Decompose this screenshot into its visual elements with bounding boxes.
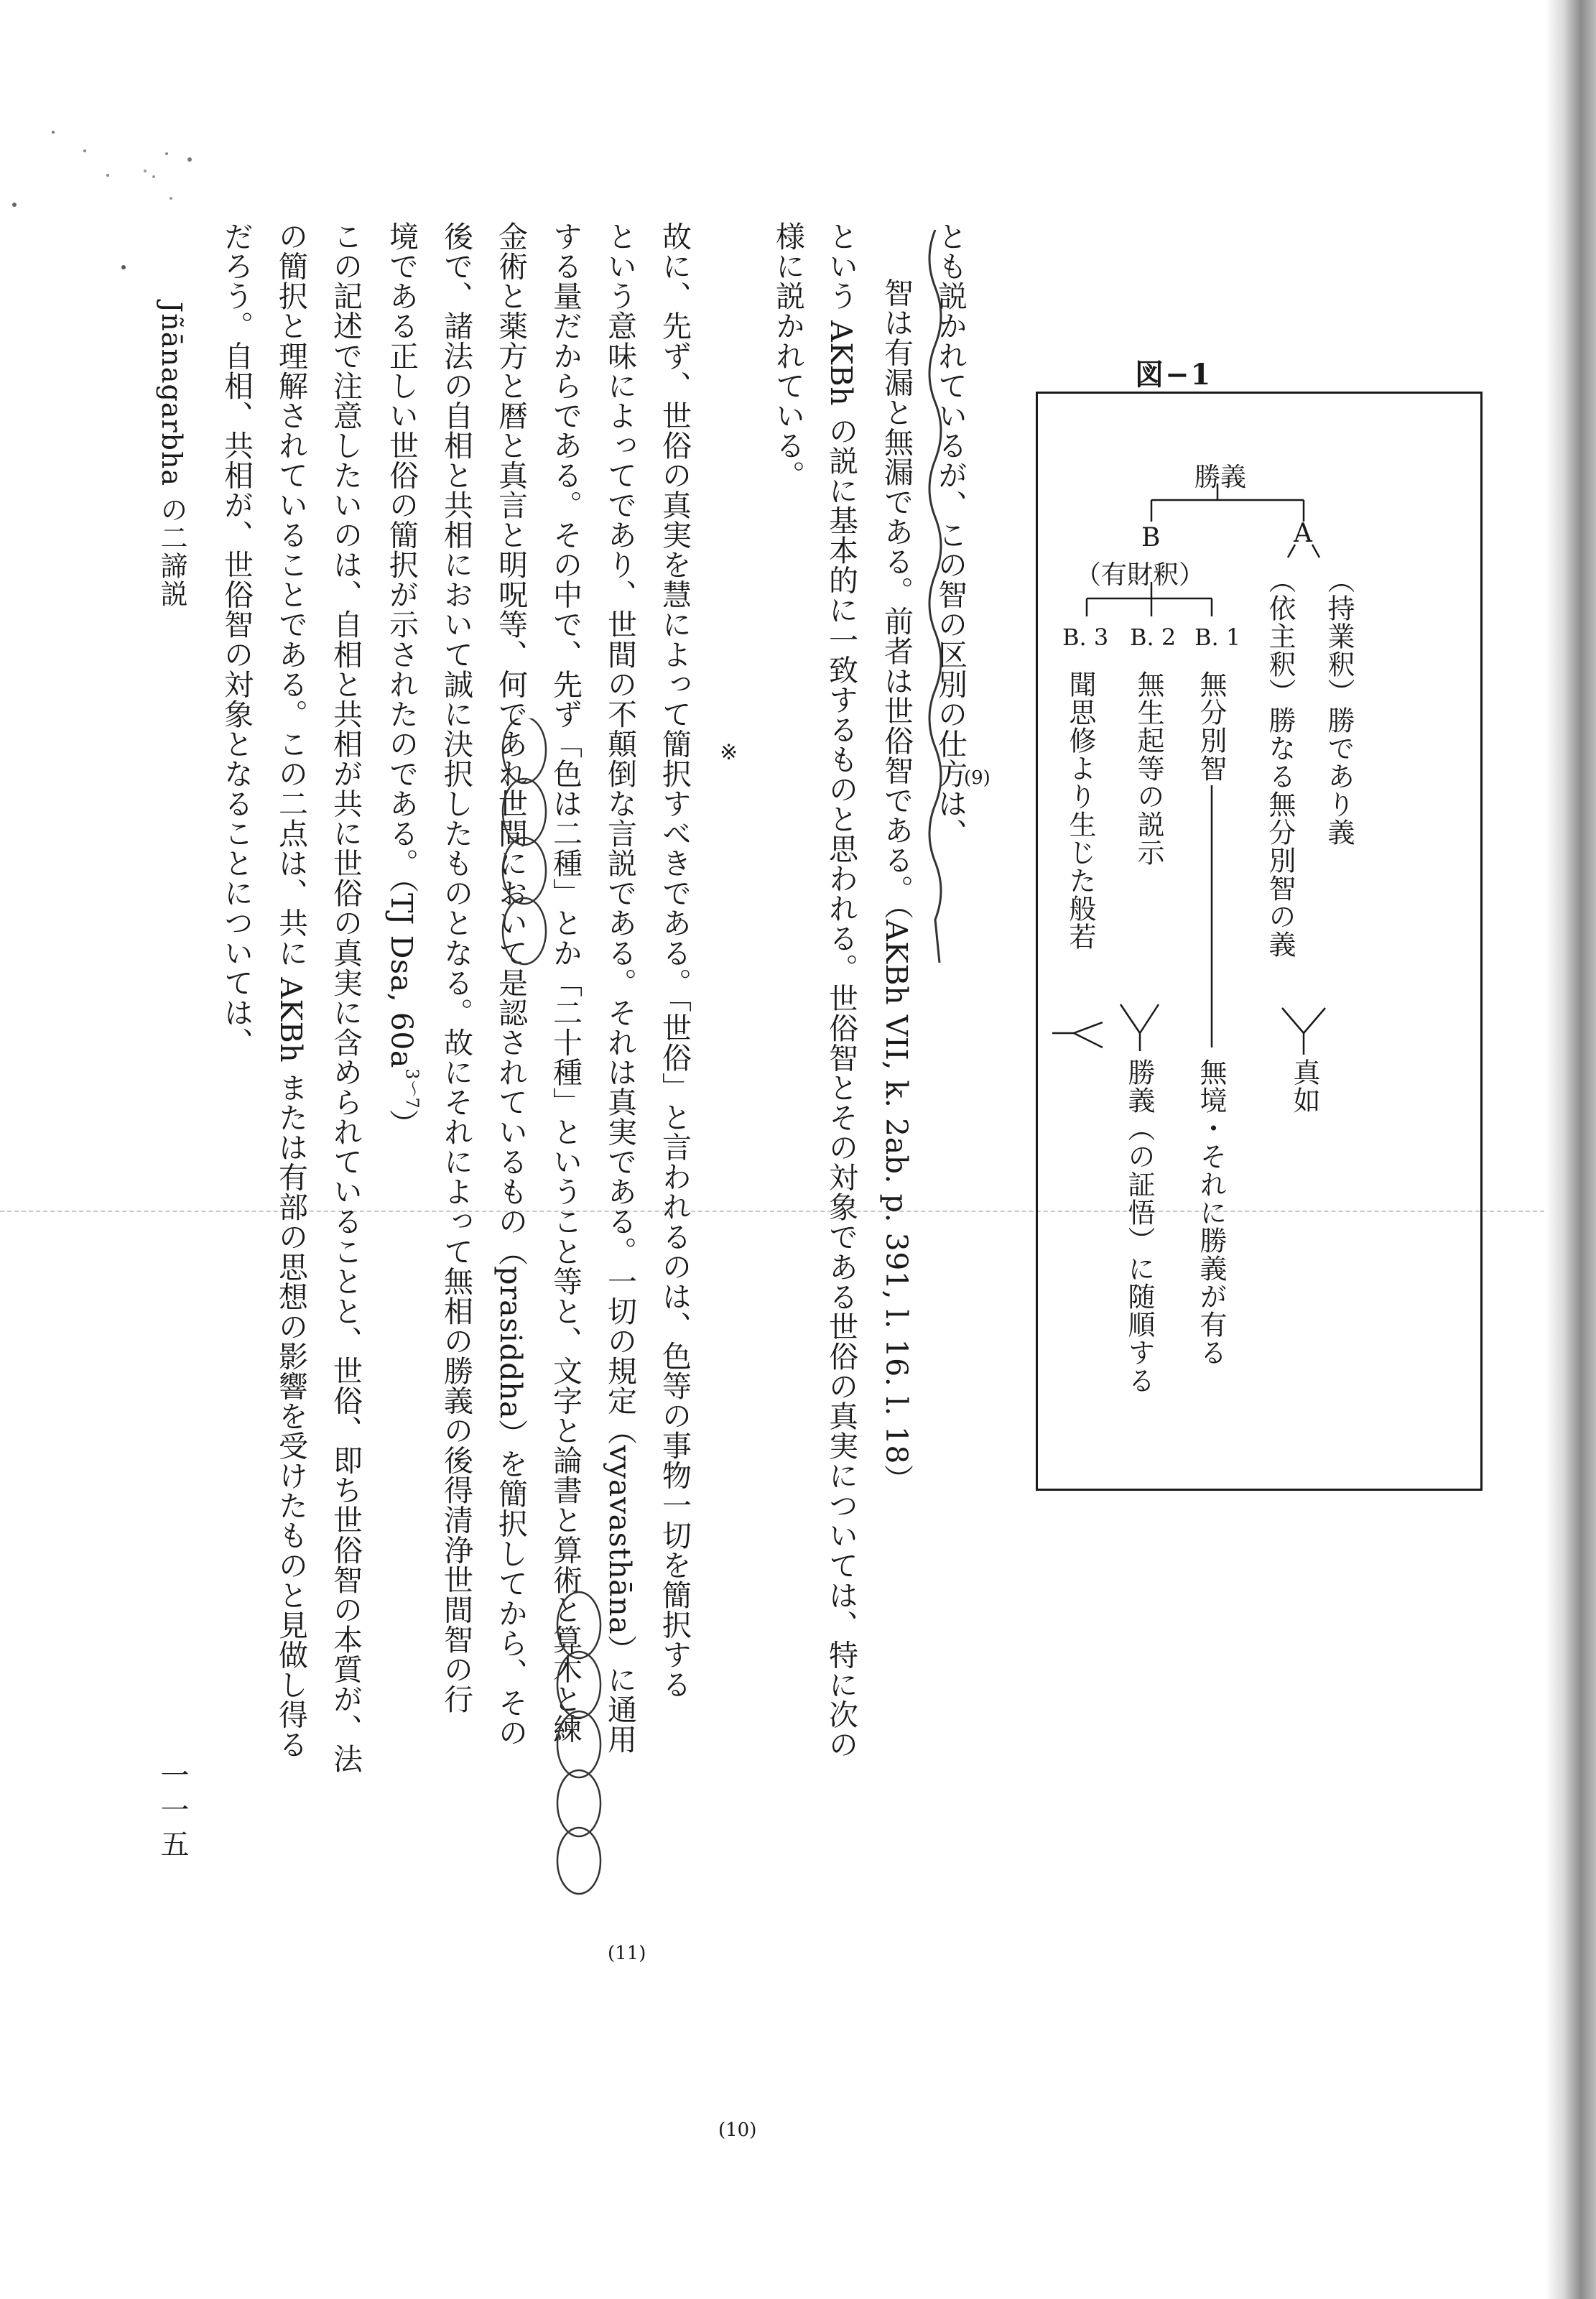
scan-edge-shadow (1546, 0, 1596, 2299)
figure-b3-text: 聞思修より生じた般若 (1064, 670, 1096, 950)
figure-root-label: 勝義 (1194, 463, 1247, 492)
figure-box (1036, 392, 1483, 1491)
figure-b1-result: 無境・それに勝義が有る (1195, 1058, 1227, 1366)
body-line-2: という AKBh の説に基本的に一致するものと思われる。世俗智とその対象である世俗の真実については、特に次の (824, 221, 858, 1759)
figure-a-result: 真如 (1289, 1058, 1320, 1114)
figure-node-b: B (1141, 523, 1161, 552)
page-number: 一一五 (156, 1760, 189, 1864)
figure-caption: 図−1 (1135, 358, 1212, 392)
figure-node-b-note: （有財釈） (1075, 560, 1205, 590)
body-line-9: 後で、諸法の自相と共相において誠に決択したものとなる。故にそれによって無相の勝義の後得清浄世間智の行 (439, 221, 473, 1714)
body-line-3-quote: 智は有漏と無漏である。前者は世俗智である。（AKBh VII, k. 2ab. p. 391, l. 16. l. 18） (879, 248, 914, 1494)
figure-a-line-1: （持業釈）勝であり義 (1323, 566, 1355, 846)
running-title: Jñānagarbha の二諦説 (156, 302, 187, 609)
body-line-10-text: 境である正しい世俗の簡択が示されたのである。（TJ Dsa, 60a (384, 221, 419, 1069)
body-line-4-text: とも説かれているが、この智の区別の仕方は、 (933, 221, 968, 848)
body-line-6: という意味によってであり、世間の不顛倒な言説である。それは真実である。一切の規定（vyavasthāna）に通用 (603, 221, 637, 1754)
body-line-10 (386, 221, 421, 1139)
asterisk-mark: ※ (720, 740, 738, 765)
body-line-1: 様に説かれている。 (771, 221, 805, 490)
body-line-11: この記述で注意したいのは、自相と共相が共に世俗の真実に含められていることと、世俗、即ち世俗智の本質が、法 (328, 221, 363, 1774)
body-line-4 (933, 221, 968, 848)
folio-ref-close: ） (384, 1109, 419, 1139)
folio-ref-superscript: 3～7 (402, 1068, 422, 1109)
note-ref-11: (11) (608, 1943, 646, 1964)
figure-b3-label: B. 3 (1062, 624, 1109, 651)
figure-b1-text: 無分別智 (1195, 670, 1227, 782)
figure-b2-text: 無生起等の説示 (1133, 670, 1164, 866)
body-line-13: だろう。自相、共相が、世俗智の対象となることについては、 (219, 221, 254, 1058)
body-line-8: 金術と薬方と暦と真言と明呪等、何であれ世間において是認されているもの（prasiddha）を簡択してから、その (493, 221, 528, 1748)
figure-node-a: A (1294, 519, 1312, 548)
figure-b2-label: B. 2 (1130, 624, 1177, 651)
body-line-5: 故に、先ず、世俗の真実を慧によって簡択すべきである。「世俗」と言われるのは、色等の事物一切を簡択する (657, 221, 692, 1699)
body-line-7: する量だからである。その中で、先ず「色は二種」とか「二十種」ということ等と、文字と論書と算術と算木と練 (548, 221, 583, 1744)
note-ref-9: (9) (964, 767, 990, 789)
figure-b1-label: B. 1 (1194, 624, 1241, 651)
note-ref-10: (10) (718, 2119, 757, 2141)
body-line-12: の簡択と理解されていることである。この二点は、共に AKBh または有部の思想の影響を受けたものと見做し得る (274, 221, 308, 1759)
figure-b23-result: 勝義（の証悟）に随順する (1123, 1058, 1155, 1394)
figure-a-line-2: （依主釈）勝なる無分別智の義 (1264, 566, 1296, 958)
